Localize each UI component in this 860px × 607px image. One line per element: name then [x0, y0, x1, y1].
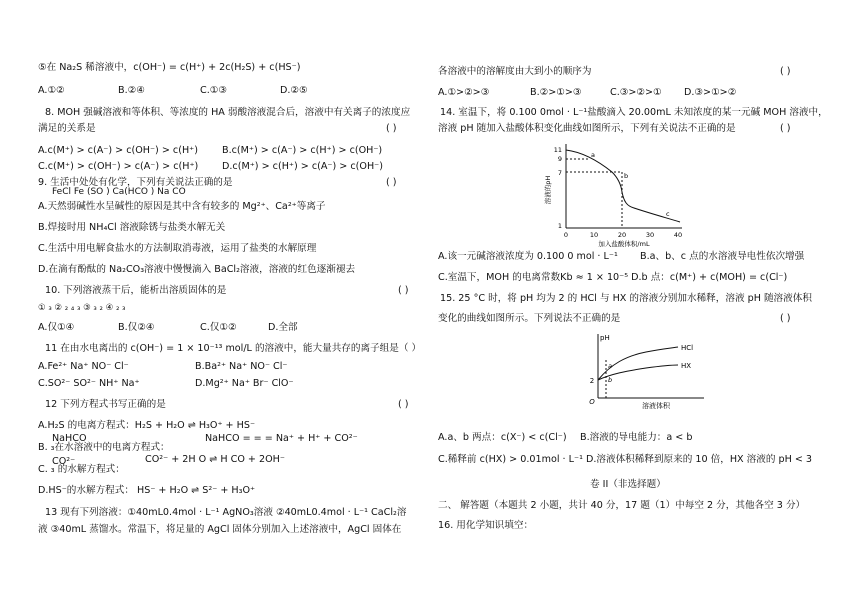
q9-option-d: D.在滴有酚酞的 Na₂CO₃溶液中慢慢滴入 BaCl₂溶液，溶液的红色逐渐褪去: [38, 264, 356, 275]
q14-answer-paren: ( ): [780, 123, 791, 134]
dilution-curve-chart: [586, 330, 711, 412]
chart1-xtick-0: 0: [563, 231, 569, 239]
chart2-ytick-2: 2: [589, 377, 595, 385]
q13-stem-line3: 各溶液中的溶解度由大到小的顺序为: [438, 66, 592, 77]
q12-option-a: A.H₂S 的电离方程式：H₂S + H₂O ⇌ H₃O⁺ + HS⁻: [38, 420, 256, 431]
q7-option-b: B.②④: [118, 85, 145, 96]
q16-stem: 16. 用化学知识填空：: [438, 520, 534, 531]
q15-stem-line1: 15. 25 °C 时，将 pH 均为 2 的 HCl 与 HX 的溶液分别加水稀释，溶液 pH 随溶液体积: [440, 293, 812, 304]
chart2-origin: O: [589, 398, 595, 406]
q11-option-d: D.Mg²⁺ Na⁺ Br⁻ ClO⁻: [195, 378, 294, 389]
chart2-point-a: a: [608, 362, 612, 370]
q12-option-b-formula: NaHCO: [52, 433, 87, 444]
part2-heading: 二、 解答题（本题共 2 小题，共计 40 分，17 题（1）中每空 2 分，其他各空 3 分）: [438, 500, 806, 511]
chart1-ytick-7: 7: [557, 169, 562, 177]
q8-option-a: A.c(M⁺) > c(A⁻) > c(OH⁻) > c(H⁺): [38, 145, 198, 156]
chart1-xtick-40: 40: [673, 231, 683, 239]
chart2-ylabel: pH: [600, 334, 610, 342]
q15-option-b: B.溶液的导电能力：a < b: [580, 432, 693, 443]
chart2-xlabel: 溶液体积: [642, 402, 670, 410]
titration-curve-chart: [542, 138, 687, 248]
q11-option-b: B.Ba²⁺ Na⁺ NO⁻ Cl⁻: [195, 361, 288, 372]
q9-overlap-fragment: FeCl Fe (SO ) Ca(HCO ) Na CO: [52, 187, 186, 197]
q7-option-d: D.②⑤: [280, 85, 308, 96]
q12-answer-paren: ( ): [398, 399, 409, 410]
q15-stem-line2: 变化的曲线如图所示。下列说法不正确的是: [438, 313, 621, 324]
q8-option-b: B.c(M⁺) > c(A⁻) > c(H⁺) > c(OH⁻): [222, 145, 383, 156]
chart2-legend-hcl: HCl: [681, 344, 694, 352]
q11-option-a: A.Fe²⁺ Na⁺ NO⁻ Cl⁻: [38, 361, 129, 372]
q12-option-c: C. ₃ 的水解方程式：: [38, 464, 125, 475]
q12-option-c-formula: CO²⁻: [52, 456, 76, 467]
q13-option-b: B.②>①>③: [530, 87, 582, 98]
q15-answer-paren: ( ): [780, 313, 791, 324]
chart1-ylabel: 溶液的pH: [544, 175, 552, 205]
q11-option-c: C.SO²⁻ SO²⁻ NH⁺ Na⁺: [38, 378, 140, 389]
q12-option-b: B. ₃在水溶液中的电离方程式：: [38, 442, 170, 453]
q11-stem: 11 在由水电离出的 c(OH⁻) = 1 × 10⁻¹³ mol/L 的溶液中，能大量共存的离子组是（ ）: [45, 343, 422, 354]
q15-option-c-d: C.稀释前 c(HX) > 0.01mol · L⁻¹ D.溶液体积稀释到原来的 10 倍，HX 溶液的 pH < 3: [438, 454, 813, 465]
q12-stem: 12 下列方程式书写正确的是: [45, 399, 166, 410]
chart1-xtick-20: 20: [617, 231, 627, 239]
q10-option-c: C.仅①②: [200, 322, 237, 333]
chart2-point-b: b: [608, 376, 613, 384]
chart1-point-b: b: [624, 172, 629, 180]
q7-option-a: A.①②: [38, 85, 65, 96]
q10-items: ① ₃ ② ₂ ₄ ₃ ③ ₃ ₂ ④ ₂ ₃: [38, 303, 126, 313]
chart1-point-c: c: [666, 210, 670, 218]
q10-option-a: A.仅①④: [38, 322, 75, 333]
chart1-ytick-9: 9: [557, 155, 562, 163]
chart1-curve: [566, 150, 680, 222]
chart1-xtick-30: 30: [645, 231, 655, 239]
q8-stem-line2: 满足的关系是: [38, 123, 96, 134]
q10-answer-paren: ( ): [398, 285, 409, 296]
q13-stem-line2: 液 ③40mL 蒸馏水。常温下，将足量的 AgCl 固体分别加入上述溶液中，AgCl 固体在: [38, 524, 402, 535]
q8-answer-paren: ( ): [386, 123, 397, 134]
q15-option-a: A.a、b 两点：c(X⁻) < c(Cl⁻): [438, 432, 567, 443]
q9-option-b: B.焊接时用 NH₄Cl 溶液除锈与盐类水解无关: [38, 222, 226, 233]
q10-stem: 10. 下列溶液蒸干后，能析出溶质固体的是: [45, 285, 227, 296]
q14-stem-line2: 溶液 pH 随加入盐酸体积变化曲线如图所示，下列有关说法不正确的是: [438, 123, 736, 134]
q5-statement: ⑤在 Na₂S 稀溶液中，c(OH⁻) = c(H⁺) + 2c(H₂S) + c(HS⁻): [38, 62, 301, 73]
q12-option-c-equation: CO²⁻ + 2H O ⇌ H CO + 2OH⁻: [145, 454, 285, 465]
q10-option-d: D.全部: [268, 322, 298, 333]
q8-stem-line1: 8. MOH 强碱溶液和等体积、等浓度的 HA 弱酸溶液混合后，溶液中有关离子的浓度应: [45, 107, 411, 118]
q7-option-c: C.①③: [200, 85, 227, 96]
q14-option-b: B.a、b、c 点的水溶液导电性依次增强: [640, 251, 805, 262]
q13-answer-paren: ( ): [780, 66, 791, 77]
q8-option-d: D.c(M⁺) > c(H⁺) > c(A⁻) > c(OH⁻): [222, 161, 383, 172]
chart1-xtick-10: 10: [589, 231, 599, 239]
q14-option-c-d: C.室温下，MOH 的电离常数Kb ≈ 1 × 10⁻⁵ D.b 点：c(M⁺) + c(MOH) = c(Cl⁻): [438, 272, 788, 283]
q13-stem-line1: 13 现有下列溶液：①40mL0.4mol · L⁻¹ AgNO₃溶液 ②40mL0.4mol · L⁻¹ CaCl₂溶: [45, 507, 407, 518]
chart2-legend-hx: HX: [681, 362, 692, 370]
q13-option-c: C.③>②>①: [610, 87, 662, 98]
q9-answer-paren: ( ): [386, 177, 397, 188]
chart1-ytick-1: 1: [557, 222, 562, 230]
chart1-ytick-11: 11: [553, 146, 562, 154]
q14-option-a: A.该一元碱溶液浓度为 0.100 0 mol · L⁻¹: [438, 251, 618, 262]
q10-option-b: B.仅②④: [118, 322, 155, 333]
q12-option-d: D.HS⁻的水解方程式： HS⁻ + H₂O ⇌ S²⁻ + H₃O⁺: [38, 485, 256, 496]
q14-stem-line1: 14. 室温下，将 0.100 0mol · L⁻¹盐酸滴入 20.00mL 未知浓度的某一元碱 MOH 溶液中，: [440, 107, 828, 118]
q8-option-c: C.c(M⁺) > c(OH⁻) > c(A⁻) > c(H⁺): [38, 161, 199, 172]
q9-option-c: C.生活中用电解食盐水的方法制取消毒液，运用了盐类的水解原理: [38, 243, 317, 254]
chart1-point-a: a: [591, 151, 595, 159]
chart1-xlabel: 加入盐酸体积/mL: [598, 240, 650, 248]
q9-stem: 9. 生活中处处有化学，下列有关说法正确的是: [38, 177, 233, 188]
section-title: 卷 II（非选择题）: [590, 479, 666, 490]
q13-option-d: D.③>①>②: [684, 87, 737, 98]
q9-option-a: A.天然弱碱性水呈碱性的原因是其中含有较多的 Mg²⁺、Ca²⁺等离子: [38, 201, 326, 212]
q12-option-b-equation: NaHCO = = = Na⁺ + H⁺ + CO²⁻: [205, 433, 358, 444]
q13-option-a: A.①>②>③: [438, 87, 490, 98]
